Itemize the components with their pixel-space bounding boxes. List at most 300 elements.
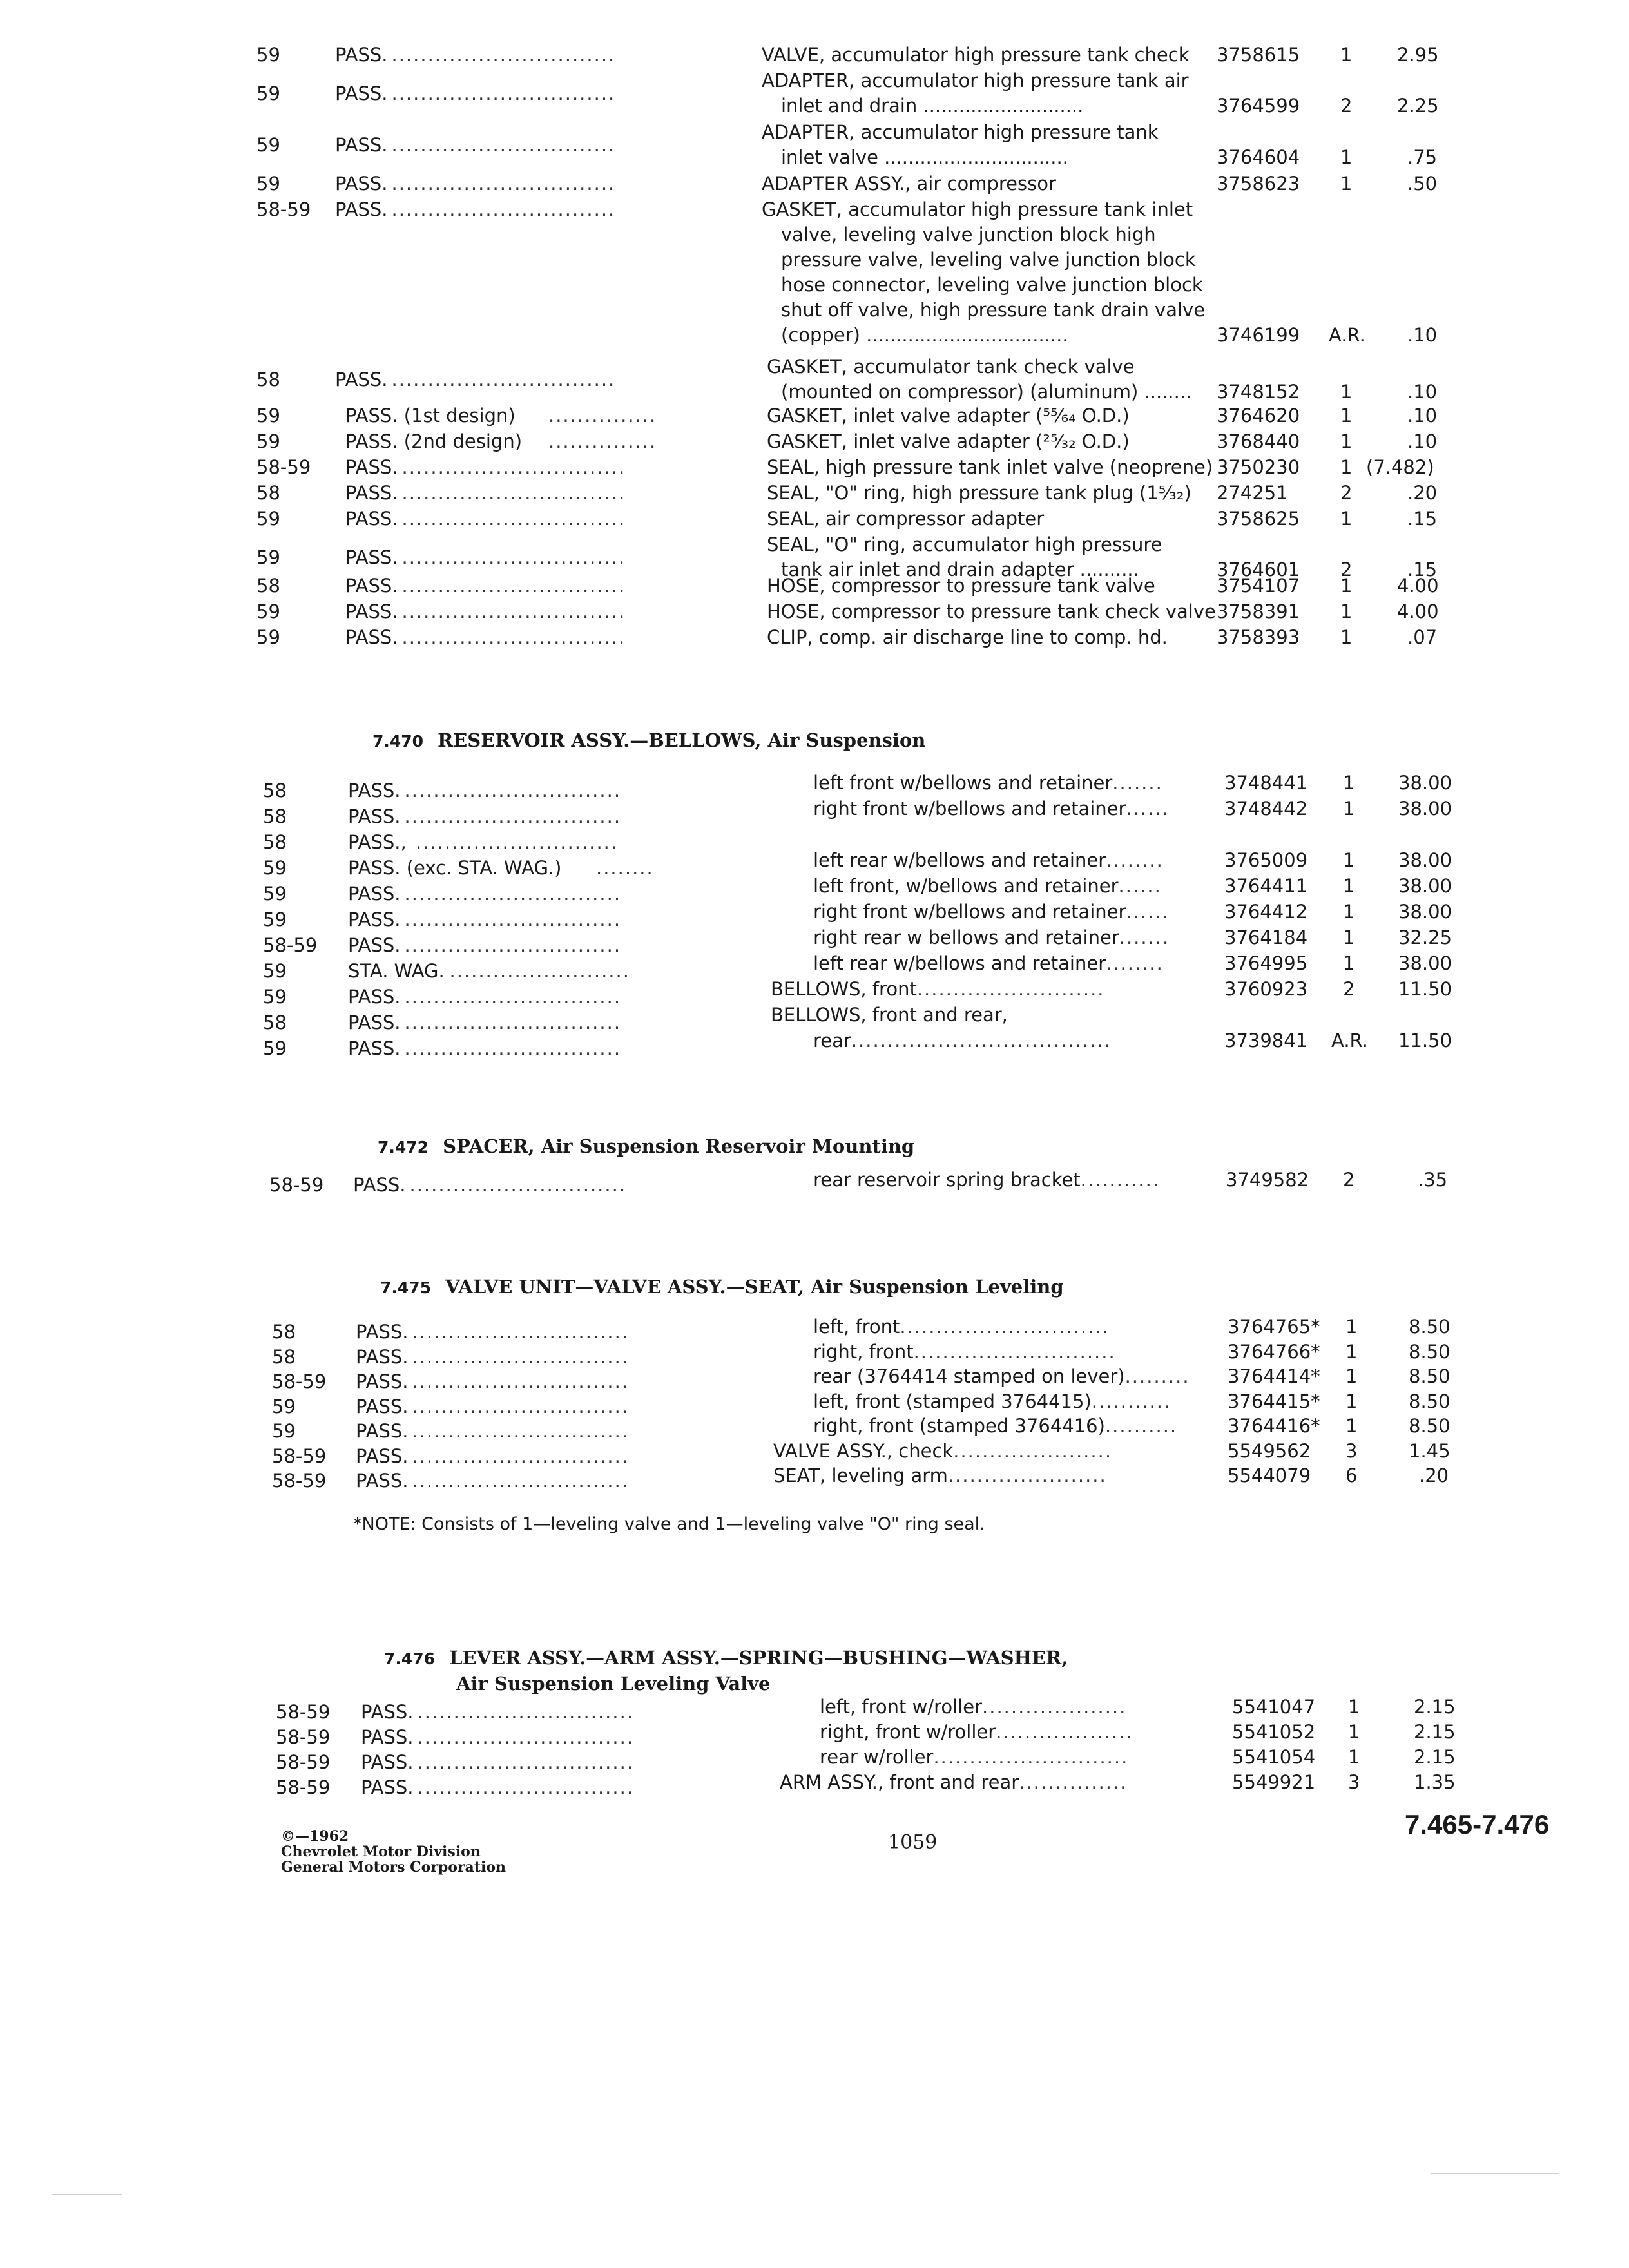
part-description-text: left, front (stamped 3764415) [813, 1390, 1092, 1412]
dot-leader: ........................... [933, 1746, 1129, 1768]
part-description: VALVE, accumulator high pressure tank check [762, 44, 1190, 66]
part-description [813, 951, 1164, 975]
model-label: PASS. [345, 601, 398, 622]
part-description [820, 1720, 1133, 1744]
price: 2.25 [1397, 95, 1439, 117]
model-year: 58-59 [256, 456, 311, 478]
model-label: PASS. (1st design) [345, 405, 516, 427]
model-year: 58-59 [276, 1726, 331, 1748]
dot-leader: ............................... [391, 82, 616, 104]
dot-leader: ............... [1019, 1771, 1128, 1793]
quantity: 1 [1345, 1316, 1358, 1338]
quantity: 1 [1340, 405, 1353, 427]
quantity: 1 [1340, 508, 1353, 530]
part-number: 5549562 [1228, 1439, 1311, 1462]
dot-leader: ......................... [449, 960, 630, 982]
part-description [813, 899, 1170, 924]
quantity: 1 [1340, 626, 1353, 648]
part-number: 3764766* [1228, 1340, 1320, 1363]
price: 38.00 [1398, 772, 1452, 794]
quantity: 1 [1345, 1340, 1358, 1363]
dot-leader: .............................. [417, 1776, 635, 1798]
part-number: 3758615 [1217, 44, 1300, 66]
part-description-text: ARM ASSY., front and rear [780, 1771, 1019, 1793]
dot-leader: ............... [548, 430, 657, 452]
part-description [813, 1389, 1171, 1414]
price: 38.00 [1398, 849, 1452, 871]
dot-leader: ...................... [947, 1465, 1107, 1486]
page-number: 1059 [888, 1831, 938, 1854]
model-label: PASS. [361, 1776, 414, 1798]
part-description-text: rear w/roller [820, 1746, 934, 1768]
model-label: PASS. [345, 482, 398, 504]
model-label: PASS. [348, 986, 401, 1008]
quantity: 1 [1343, 849, 1355, 871]
dot-leader: .............................. [412, 1420, 630, 1442]
part-number: 3750230 [1217, 456, 1300, 478]
model-label: PASS., [348, 831, 407, 853]
quantity: 1 [1340, 173, 1353, 195]
dot-leader: ............................... [391, 198, 616, 220]
model-year: 58-59 [272, 1370, 327, 1392]
model-label: PASS. [353, 1174, 406, 1196]
model-year: 59 [263, 960, 287, 982]
dot-leader: ........ [1106, 849, 1164, 871]
price: 38.00 [1398, 901, 1452, 923]
dot-leader: ........... [1080, 1169, 1161, 1191]
model-label: PASS. [335, 198, 388, 220]
part-description-text: right front w/bellows and retainer [813, 798, 1126, 820]
model-year: 59 [256, 546, 280, 568]
dot-leader: ...................... [953, 1439, 1113, 1462]
part-number: 3748441 [1224, 772, 1308, 794]
price: .15 [1407, 508, 1438, 530]
part-number: 3764620 [1217, 405, 1300, 427]
model-label: PASS. [335, 44, 388, 66]
model-label: PASS. [335, 82, 388, 104]
part-description: SEAL, high pressure tank inlet valve (neoprene) [767, 456, 1213, 478]
dot-leader: ............................... [401, 575, 626, 597]
dot-leader: ............................... [391, 134, 616, 156]
section-subtitle: Air Suspension Leveling Valve [456, 1673, 771, 1695]
dot-leader: ...... [1118, 875, 1162, 897]
part-description [813, 771, 1163, 795]
dot-leader: ............................... [401, 508, 626, 530]
part-description: pressure valve, leveling valve junction block [781, 249, 1196, 271]
dot-leader: .............................. [404, 883, 622, 905]
part-description: hose connector, leveling valve junction block [781, 274, 1203, 296]
price: 8.50 [1409, 1365, 1451, 1387]
price: 8.50 [1409, 1340, 1451, 1363]
model-year: 59 [256, 44, 280, 66]
model-label: PASS. [348, 1012, 401, 1033]
part-description-text: BELLOWS, front [771, 978, 917, 1000]
model-label: PASS. [361, 1701, 414, 1723]
section-title: RESERVOIR ASSY.—BELLOWS, Air Suspension [438, 729, 926, 751]
part-number: 5549921 [1232, 1771, 1316, 1793]
model-label: PASS. [356, 1445, 409, 1467]
part-description [813, 1414, 1177, 1438]
model-year: 58 [256, 482, 280, 504]
dot-leader: ........... [1091, 1390, 1171, 1412]
price: .07 [1407, 626, 1438, 648]
part-description-text: left, front w/roller [820, 1696, 983, 1718]
dot-leader: .................... [982, 1696, 1127, 1718]
model-year: 58 [263, 780, 287, 802]
dot-leader: .............................. [417, 1701, 635, 1723]
model-label: PASS. [348, 934, 401, 956]
section-number: 7.470 [372, 732, 424, 751]
dot-leader: .............................. [412, 1395, 630, 1418]
quantity: 6 [1345, 1465, 1358, 1486]
price: .15 [1407, 559, 1438, 581]
quantity: 1 [1343, 952, 1355, 974]
quantity: 1 [1340, 44, 1353, 66]
quantity: 1 [1340, 146, 1353, 168]
part-description-text: left rear w/bellows and retainer [813, 952, 1106, 974]
part-description: ADAPTER, accumulator high pressure tank air [762, 70, 1189, 91]
model-year: 58-59 [256, 198, 311, 220]
model-label: PASS. [345, 456, 398, 478]
model-label: PASS. [348, 805, 401, 827]
model-label: PASS. [345, 546, 398, 568]
dot-leader: .............................. [404, 908, 622, 930]
dot-leader: .............................. [412, 1470, 630, 1492]
part-description-text: SEAT, leveling arm [773, 1465, 948, 1486]
price: 8.50 [1409, 1316, 1451, 1338]
price: .10 [1407, 381, 1438, 403]
quantity: 1 [1345, 1390, 1358, 1412]
part-number: 5544079 [1228, 1465, 1311, 1486]
part-description-text: VALVE ASSY., check [773, 1439, 954, 1462]
price: 2.95 [1397, 44, 1439, 66]
part-description-text: right, front w/roller [820, 1721, 996, 1743]
scan-speck [52, 2194, 122, 2195]
part-description [820, 1695, 1126, 1719]
model-year: 59 [256, 508, 280, 530]
price: 38.00 [1398, 952, 1452, 974]
price: .50 [1407, 173, 1438, 195]
quantity: 2 [1343, 978, 1355, 1000]
price: 4.00 [1397, 601, 1439, 622]
model-year: 58-59 [276, 1751, 331, 1773]
model-year: 58 [256, 575, 280, 597]
quantity: 3 [1348, 1771, 1360, 1793]
part-description: GASKET, inlet valve adapter (⁵⁵⁄₆₄ O.D.) [767, 405, 1130, 427]
model-label: STA. WAG. [348, 960, 445, 982]
model-year: 58 [272, 1321, 296, 1343]
part-number: 3758391 [1217, 601, 1300, 622]
model-year: 59 [256, 601, 280, 622]
price: .75 [1407, 146, 1438, 168]
part-description [813, 848, 1164, 872]
section-title: SPACER, Air Suspension Reservoir Mounting [443, 1135, 915, 1157]
model-label: PASS. [356, 1321, 409, 1343]
model-label: PASS. [356, 1345, 409, 1368]
model-label: PASS. [345, 575, 398, 597]
quantity: 1 [1348, 1746, 1360, 1768]
part-description [813, 874, 1162, 898]
quantity: 1 [1345, 1365, 1358, 1387]
model-year: 58 [256, 369, 280, 390]
section-number: 7.472 [378, 1138, 429, 1157]
part-description: inlet valve ............................... [781, 146, 1068, 168]
part-number: 3764415* [1228, 1390, 1320, 1412]
model-year: 58 [263, 1012, 287, 1033]
part-number: 3764414* [1228, 1365, 1320, 1387]
dot-leader: .............................. [412, 1321, 630, 1343]
part-number: 3764995 [1224, 952, 1308, 974]
part-description [813, 796, 1170, 821]
dot-leader: .............................. [417, 1751, 635, 1773]
part-description: shut off valve, high pressure tank drain valve [781, 299, 1206, 321]
dot-leader: ............................... [401, 601, 626, 622]
price: .20 [1407, 482, 1438, 504]
model-year: 59 [263, 1037, 287, 1059]
quantity: 1 [1343, 901, 1355, 923]
part-number: 3758625 [1217, 508, 1300, 530]
division-line: Chevrolet Motor Division [281, 1843, 481, 1860]
model-year: 59 [256, 405, 280, 427]
part-description [813, 1340, 1116, 1364]
model-label: PASS. [361, 1751, 414, 1773]
model-year: 59 [263, 883, 287, 905]
dot-leader: ............................. [900, 1316, 1110, 1338]
dot-leader: ............................ [416, 831, 619, 853]
section-title: VALVE UNIT—VALVE ASSY.—SEAT, Air Suspension Leveling [445, 1276, 1064, 1298]
part-description: SEAL, "O" ring, accumulator high pressure [767, 533, 1162, 555]
model-label: PASS. [348, 1037, 401, 1059]
model-label: PASS. (2nd design) [345, 430, 523, 452]
dot-leader: ............................... [391, 44, 616, 66]
price: (7.482) [1366, 456, 1434, 478]
quantity: 1 [1348, 1696, 1360, 1718]
part-description-text: rear reservoir spring bracket [813, 1169, 1081, 1191]
section-number: 7.476 [384, 1649, 436, 1668]
part-description [813, 1168, 1160, 1192]
price: 2.15 [1414, 1721, 1456, 1743]
model-year: 59 [256, 82, 280, 104]
quantity: 1 [1340, 575, 1353, 597]
dot-leader: ....... [1119, 927, 1170, 948]
model-year: 59 [272, 1395, 296, 1418]
price: .20 [1419, 1465, 1449, 1486]
part-description [813, 1364, 1190, 1389]
scan-speck [1431, 2173, 1559, 2174]
dot-leader: ....... [1112, 772, 1163, 794]
price: 32.25 [1398, 927, 1452, 948]
quantity: 1 [1343, 927, 1355, 948]
quantity: 1 [1343, 772, 1355, 794]
section-heading-7472 [378, 1135, 914, 1157]
model-label: PASS. [356, 1370, 409, 1392]
model-year: 59 [272, 1420, 296, 1442]
price: 38.00 [1398, 875, 1452, 897]
model-label: PASS. [348, 908, 401, 930]
model-label: PASS. [356, 1470, 409, 1492]
model-year: 59 [256, 173, 280, 195]
part-number: 3765009 [1224, 849, 1308, 871]
part-number: 3764601 [1217, 559, 1300, 581]
quantity: 1 [1343, 875, 1355, 897]
part-number: 3764411 [1224, 875, 1308, 897]
dot-leader: .............................. [404, 1012, 622, 1033]
copyright-line: ©—1962 [281, 1828, 349, 1845]
dot-leader: ........ [1106, 952, 1164, 974]
quantity: 2 [1340, 482, 1353, 504]
model-year: 58 [263, 831, 287, 853]
part-number: 3758623 [1217, 173, 1300, 195]
model-year: 58-59 [272, 1470, 327, 1492]
dot-leader: ................... [996, 1721, 1133, 1743]
quantity: A.R. [1329, 324, 1365, 346]
dot-leader: ........ [596, 857, 654, 879]
dot-leader: ............... [548, 405, 657, 427]
part-description: valve, leveling valve junction block high [781, 224, 1156, 245]
quantity: 2 [1340, 559, 1353, 581]
price: 8.50 [1409, 1390, 1451, 1412]
model-year: 58 [263, 805, 287, 827]
part-number: 5541052 [1232, 1721, 1316, 1743]
part-description: GASKET, inlet valve adapter (²⁵⁄₃₂ O.D.) [767, 430, 1130, 452]
price: 2.15 [1414, 1746, 1456, 1768]
model-year: 59 [263, 986, 287, 1008]
part-number: 3746199 [1217, 324, 1300, 346]
price: 8.50 [1409, 1415, 1451, 1437]
part-description [780, 1770, 1127, 1794]
price: 11.50 [1398, 978, 1452, 1000]
quantity: 2 [1340, 95, 1353, 117]
model-year: 58-59 [272, 1445, 327, 1467]
part-number: 3739841 [1224, 1030, 1308, 1052]
part-number: 5541047 [1232, 1696, 1316, 1718]
part-number: 274251 [1217, 482, 1288, 504]
price: .10 [1407, 430, 1438, 452]
price: 1.45 [1409, 1439, 1451, 1462]
part-number: 3764412 [1224, 901, 1308, 923]
model-label: PASS. [335, 369, 388, 390]
model-year: 59 [256, 626, 280, 648]
part-description: SEAL, "O" ring, high pressure tank plug (1⁵⁄₃₂) [767, 482, 1191, 504]
model-label: PASS. [348, 780, 401, 802]
price: .35 [1418, 1169, 1448, 1191]
part-description [771, 977, 1105, 1001]
dot-leader: .............................. [404, 805, 622, 827]
part-description-text: rear [813, 1030, 851, 1052]
quantity: 1 [1340, 381, 1353, 403]
part-description: CLIP, comp. air discharge line to comp. hd. [767, 626, 1168, 648]
part-number: 3764604 [1217, 146, 1300, 168]
price: 11.50 [1398, 1030, 1452, 1052]
dot-leader: ............................... [391, 173, 616, 195]
part-number: 3768440 [1217, 430, 1300, 452]
dot-leader: ...... [1126, 901, 1170, 923]
model-year: 58-59 [269, 1174, 324, 1196]
price: .10 [1407, 324, 1438, 346]
part-number: 3754107 [1217, 575, 1300, 597]
model-year: 58-59 [276, 1701, 331, 1723]
part-number: 3764416* [1228, 1415, 1320, 1437]
part-description: GASKET, accumulator high pressure tank inlet [762, 198, 1193, 220]
model-year: 58-59 [263, 934, 318, 956]
section-note: *NOTE: Consists of 1—leveling valve and 1—leveling valve "O" ring seal. [353, 1514, 985, 1534]
part-description-text: left rear w/bellows and retainer [813, 849, 1106, 871]
model-label: PASS. [345, 626, 398, 648]
dot-leader: ............................... [401, 546, 626, 568]
copyright-block [281, 1829, 506, 1875]
part-number: 3760923 [1224, 978, 1308, 1000]
model-label: PASS. [356, 1395, 409, 1418]
part-number: 3764765* [1228, 1316, 1320, 1338]
model-label: PASS. [335, 173, 388, 195]
part-description-text: left front, w/bellows and retainer [813, 875, 1119, 897]
dot-leader: .............................. [404, 934, 622, 956]
part-description [773, 1463, 1107, 1488]
section-title: LEVER ASSY.—ARM ASSY.—SPRING—BUSHING—WASHER, [449, 1647, 1068, 1669]
part-number: 3758393 [1217, 626, 1300, 648]
quantity: 3 [1345, 1439, 1358, 1462]
price: 1.35 [1414, 1771, 1456, 1793]
dot-leader: ...... [1126, 798, 1170, 820]
part-number: 5541054 [1232, 1746, 1316, 1768]
section-heading-7470 [372, 729, 925, 751]
part-description: inlet and drain ........................... [781, 95, 1084, 117]
dot-leader: ............................... [391, 369, 616, 390]
model-year: 59 [263, 857, 287, 879]
dot-leader: .................................... [851, 1030, 1112, 1052]
model-label: PASS. [356, 1420, 409, 1442]
model-year: 58-59 [276, 1776, 331, 1798]
dot-leader: ......... [1124, 1365, 1190, 1387]
part-description-text: left, front [813, 1316, 900, 1338]
model-year: 59 [256, 134, 280, 156]
price: 4.00 [1397, 575, 1439, 597]
part-description: HOSE, compressor to pressure tank valve [767, 575, 1155, 597]
corporation-line: General Motors Corporation [281, 1859, 506, 1876]
section-heading-7475 [380, 1276, 1064, 1298]
part-description-text: rear (3764414 stamped on lever) [813, 1365, 1125, 1387]
part-description [813, 1028, 1112, 1053]
price: 38.00 [1398, 798, 1452, 820]
dot-leader: ............................ [913, 1340, 1116, 1363]
model-year: 59 [256, 430, 280, 452]
dot-leader: .............................. [412, 1370, 630, 1392]
part-description: HOSE, compressor to pressure tank check valve [767, 601, 1216, 622]
quantity: 1 [1345, 1415, 1358, 1437]
part-description: tank air inlet and drain adapter .......... [781, 559, 1139, 581]
part-number: 3748442 [1224, 798, 1308, 820]
dot-leader: .......... [1104, 1415, 1178, 1437]
quantity: 1 [1340, 430, 1353, 452]
quantity: 2 [1343, 1169, 1355, 1191]
part-description [813, 925, 1170, 950]
model-year: 58 [272, 1345, 296, 1368]
part-description [813, 1314, 1110, 1339]
dot-leader: .............................. [404, 780, 622, 802]
part-description-text: right rear w bellows and retainer [813, 927, 1119, 948]
part-description: SEAL, air compressor adapter [767, 508, 1045, 530]
part-description-text: left front w/bellows and retainer [813, 772, 1113, 794]
model-label: PASS. (exc. STA. WAG.) [348, 857, 562, 879]
dot-leader: ............................... [401, 482, 626, 504]
model-label: PASS. [361, 1726, 414, 1748]
part-description [771, 1003, 1008, 1027]
quantity: 1 [1340, 601, 1353, 622]
dot-leader: .............................. [417, 1726, 635, 1748]
part-description-text: right, front [813, 1340, 914, 1363]
model-label: PASS. [335, 134, 388, 156]
dot-leader: .............................. [412, 1345, 630, 1368]
